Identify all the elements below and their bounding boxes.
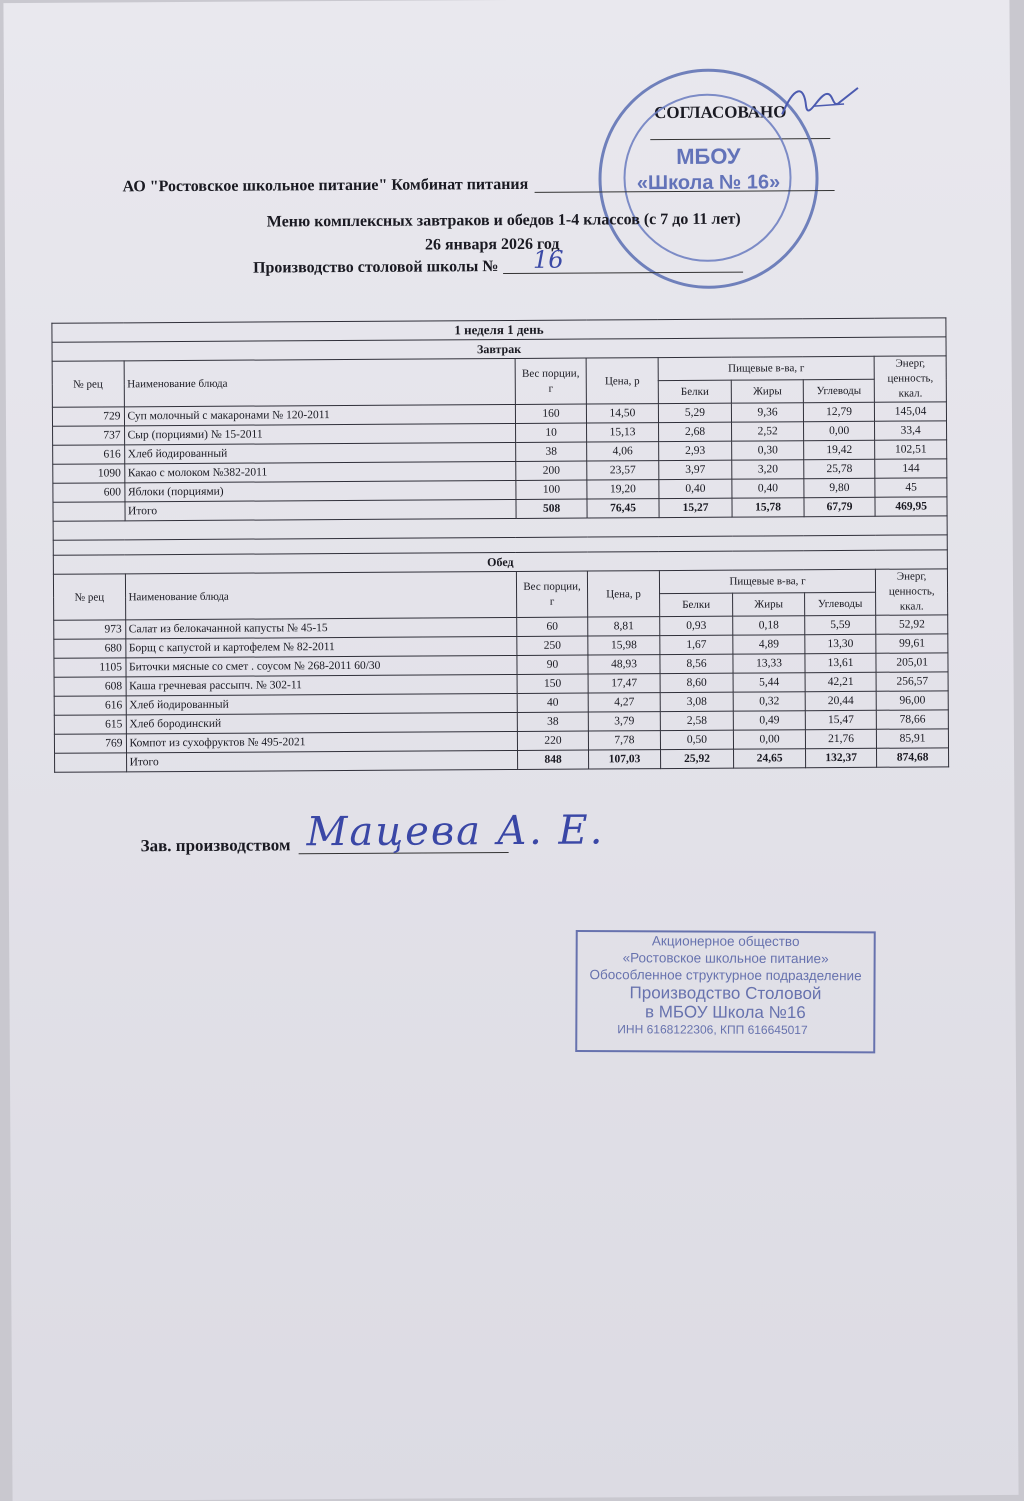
lunch-rows bbox=[54, 615, 949, 753]
breakfast-rec-cell: 729 bbox=[52, 407, 124, 426]
col-carbs: Углеводы bbox=[803, 379, 875, 402]
lunch-name-cell: Биточки мясные со смет . соусом № 268-2011 60/30 bbox=[125, 655, 516, 676]
col-weight: Вес порции, г bbox=[516, 571, 588, 617]
lunch-rec-cell: 973 bbox=[54, 620, 126, 639]
lunch-protein-cell: 2,58 bbox=[660, 711, 734, 730]
lunch-price-cell: 17,47 bbox=[588, 674, 660, 693]
col-fat: Жиры bbox=[733, 593, 805, 616]
lunch-fat-cell: 13,33 bbox=[733, 654, 805, 673]
manager-signature: Мацева А. Е. bbox=[306, 807, 605, 856]
lunch-name-cell: Хлеб йодированный bbox=[126, 693, 517, 714]
lunch-total-price: 107,03 bbox=[589, 750, 661, 769]
breakfast-energy-cell: 33,4 bbox=[875, 421, 947, 440]
col-energy: Энерг, ценность, ккал. bbox=[874, 356, 946, 402]
menu-table bbox=[51, 317, 949, 772]
lunch-carbs-cell: 13,61 bbox=[805, 653, 877, 672]
breakfast-weight-cell: 100 bbox=[516, 480, 588, 499]
breakfast-energy-cell: 144 bbox=[875, 459, 947, 478]
col-carbs: Углеводы bbox=[804, 592, 876, 615]
lunch-fat-cell: 0,00 bbox=[734, 730, 806, 749]
round-stamp-line2: «Школа № 16» bbox=[636, 171, 781, 195]
lunch-title: Обед bbox=[53, 550, 947, 574]
lunch-carbs-cell: 42,21 bbox=[805, 672, 877, 691]
lunch-rec-cell: 680 bbox=[54, 639, 126, 658]
lunch-fat-cell: 0,32 bbox=[733, 692, 805, 711]
breakfast-rec-cell: 1090 bbox=[53, 464, 125, 483]
lunch-fat-cell: 5,44 bbox=[733, 673, 805, 692]
lunch-total-row bbox=[55, 748, 949, 772]
lunch-protein-cell: 1,67 bbox=[660, 635, 734, 654]
production-label: Производство столовой школы № bbox=[253, 258, 499, 277]
breakfast-price-cell: 14,50 bbox=[587, 404, 659, 423]
stamp-line5: в МБОУ Школа №16 bbox=[644, 1002, 806, 1023]
lunch-rec-cell: 616 bbox=[54, 696, 126, 715]
stamp-line2: «Ростовское школьное питание» bbox=[622, 950, 829, 967]
lunch-fat-cell: 0,49 bbox=[734, 711, 806, 730]
lunch-total-protein: 25,92 bbox=[660, 749, 734, 768]
lunch-weight-cell: 220 bbox=[517, 731, 589, 750]
breakfast-carbs-cell: 9,80 bbox=[804, 478, 876, 497]
lunch-fat-cell: 0,18 bbox=[733, 616, 805, 635]
lunch-total-energy: 874,68 bbox=[877, 748, 949, 767]
lunch-weight-cell: 40 bbox=[517, 693, 589, 712]
lunch-rec-cell: 608 bbox=[54, 677, 126, 696]
breakfast-energy-cell: 45 bbox=[875, 478, 947, 497]
organization-stamp bbox=[575, 930, 876, 1053]
breakfast-protein-cell: 3,97 bbox=[659, 460, 733, 479]
lunch-rec-cell: 1105 bbox=[54, 658, 126, 677]
lunch-protein-cell: 3,08 bbox=[660, 692, 734, 711]
breakfast-weight-cell: 160 bbox=[515, 404, 587, 423]
lunch-weight-cell: 90 bbox=[517, 655, 589, 674]
manager-label: Зав. производством bbox=[140, 835, 291, 856]
lunch-total-fat: 24,65 bbox=[734, 749, 806, 768]
lunch-rec-cell: 615 bbox=[54, 715, 126, 734]
breakfast-total-fat: 15,78 bbox=[732, 498, 804, 517]
lunch-protein-cell: 8,60 bbox=[660, 673, 734, 692]
lunch-energy-cell: 99,61 bbox=[876, 634, 948, 653]
breakfast-name-cell: Суп молочный с макаронами № 120-2011 bbox=[124, 404, 515, 425]
lunch-name-cell: Салат из белокачанной капусты № 45-15 bbox=[125, 617, 516, 638]
breakfast-total-weight: 508 bbox=[516, 499, 588, 518]
col-rec-no: № рец bbox=[53, 574, 125, 620]
lunch-price-cell: 15,98 bbox=[588, 636, 660, 655]
lunch-price-cell: 8,81 bbox=[588, 617, 660, 636]
breakfast-price-cell: 23,57 bbox=[587, 461, 659, 480]
breakfast-total-carbs: 67,79 bbox=[804, 497, 876, 516]
col-price: Цена, р bbox=[588, 571, 660, 617]
stamp-line1: Акционерное общество bbox=[651, 933, 800, 950]
breakfast-carbs-cell: 19,42 bbox=[803, 440, 875, 459]
lunch-name-cell: Борщ с капустой и картофелем № 82-2011 bbox=[125, 636, 516, 657]
lunch-weight-cell: 250 bbox=[517, 636, 589, 655]
lunch-rec-cell: 769 bbox=[54, 734, 126, 753]
round-stamp-line1: МБОУ bbox=[676, 143, 741, 169]
lunch-weight-cell: 150 bbox=[517, 674, 589, 693]
breakfast-fat-cell: 9,36 bbox=[732, 403, 804, 422]
menu-title: Меню комплексных завтраков и обедов 1-4 классов (с 7 до 11 лет) bbox=[266, 210, 741, 231]
approval-signature bbox=[774, 76, 864, 127]
lunch-protein-cell: 8,56 bbox=[660, 654, 734, 673]
breakfast-weight-cell: 200 bbox=[516, 461, 588, 480]
lunch-total-carbs: 132,37 bbox=[805, 748, 877, 767]
breakfast-rec-cell: 616 bbox=[53, 445, 125, 464]
col-weight: Вес порции, г bbox=[515, 358, 587, 404]
col-nutrients: Пищевые в-ва, г bbox=[658, 356, 875, 380]
lunch-price-cell: 4,27 bbox=[588, 693, 660, 712]
col-protein: Белки bbox=[659, 593, 733, 616]
breakfast-fat-cell: 0,30 bbox=[732, 441, 804, 460]
breakfast-rows bbox=[52, 402, 947, 502]
breakfast-fat-cell: 3,20 bbox=[732, 460, 804, 479]
breakfast-rec-cell: 737 bbox=[53, 426, 125, 445]
breakfast-carbs-cell: 0,00 bbox=[803, 421, 875, 440]
lunch-energy-cell: 52,92 bbox=[876, 615, 948, 634]
breakfast-name-cell: Какао с молоком №382-2011 bbox=[124, 461, 515, 482]
stamp-line3: Обособленное структурное подразделение bbox=[589, 967, 862, 984]
breakfast-protein-cell: 2,93 bbox=[658, 441, 732, 460]
col-price: Цена, р bbox=[586, 358, 658, 404]
stamp-line4: Производство Столовой bbox=[629, 983, 822, 1004]
lunch-name-cell: Хлеб бородинский bbox=[126, 712, 517, 733]
breakfast-title: Завтрак bbox=[52, 337, 946, 361]
lunch-name-cell: Каша гречневая рассыпч. № 302-11 bbox=[126, 674, 517, 695]
breakfast-protein-cell: 5,29 bbox=[658, 403, 732, 422]
lunch-energy-cell: 96,00 bbox=[876, 691, 948, 710]
lunch-carbs-cell: 5,59 bbox=[805, 615, 877, 634]
lunch-price-cell: 48,93 bbox=[588, 655, 660, 674]
lunch-carbs-cell: 21,76 bbox=[805, 729, 877, 748]
lunch-energy-cell: 78,66 bbox=[877, 710, 949, 729]
lunch-total-weight: 848 bbox=[517, 750, 589, 769]
breakfast-weight-cell: 10 bbox=[515, 423, 587, 442]
breakfast-name-cell: Хлеб йодированный bbox=[124, 442, 515, 463]
lunch-carbs-cell: 20,44 bbox=[805, 691, 877, 710]
breakfast-protein-cell: 2,68 bbox=[658, 422, 732, 441]
lunch-price-cell: 3,79 bbox=[589, 712, 661, 731]
breakfast-total-protein: 15,27 bbox=[659, 498, 733, 517]
col-dish: Наименование блюда bbox=[124, 358, 516, 406]
breakfast-rec-cell: 600 bbox=[53, 483, 125, 502]
breakfast-total-price: 76,45 bbox=[587, 499, 659, 518]
col-fat: Жиры bbox=[732, 380, 804, 403]
breakfast-price-cell: 4,06 bbox=[587, 442, 659, 461]
breakfast-total-energy: 469,95 bbox=[875, 497, 947, 516]
col-dish: Наименование блюда bbox=[125, 571, 517, 619]
breakfast-total-label: Итого bbox=[124, 499, 515, 520]
breakfast-weight-cell: 38 bbox=[515, 442, 587, 461]
breakfast-price-cell: 19,20 bbox=[587, 480, 659, 499]
lunch-total-label: Итого bbox=[126, 750, 517, 771]
week-day-title: 1 неделя 1 день bbox=[52, 318, 946, 342]
lunch-protein-cell: 0,93 bbox=[659, 616, 733, 635]
lunch-carbs-cell: 15,47 bbox=[805, 710, 877, 729]
breakfast-name-cell: Сыр (порциями) № 15-2011 bbox=[124, 423, 515, 444]
stamp-line6: ИНН 6168122306, КПП 616645017 bbox=[617, 1022, 808, 1038]
breakfast-fat-cell: 2,52 bbox=[732, 422, 804, 441]
breakfast-carbs-cell: 25,78 bbox=[804, 459, 876, 478]
breakfast-carbs-cell: 12,79 bbox=[803, 402, 875, 421]
lunch-energy-cell: 205,01 bbox=[876, 653, 948, 672]
breakfast-fat-cell: 0,40 bbox=[732, 479, 804, 498]
lunch-carbs-cell: 13,30 bbox=[805, 634, 877, 653]
menu-date: 26 января 2026 год bbox=[424, 235, 560, 254]
lunch-name-cell: Компот из сухофруктов № 495-2021 bbox=[126, 731, 517, 752]
col-rec-no: № рец bbox=[52, 361, 124, 407]
col-protein: Белки bbox=[658, 380, 732, 403]
breakfast-energy-cell: 102,51 bbox=[875, 440, 947, 459]
breakfast-price-cell: 15,13 bbox=[587, 423, 659, 442]
lunch-protein-cell: 0,50 bbox=[660, 730, 734, 749]
lunch-energy-cell: 85,91 bbox=[877, 729, 949, 748]
lunch-price-cell: 7,78 bbox=[589, 731, 661, 750]
lunch-weight-cell: 60 bbox=[516, 617, 588, 636]
breakfast-protein-cell: 0,40 bbox=[659, 479, 733, 498]
breakfast-energy-cell: 145,04 bbox=[875, 402, 947, 421]
col-energy: Энерг, ценность, ккал. bbox=[876, 569, 948, 615]
col-nutrients: Пищевые в-ва, г bbox=[659, 569, 876, 593]
breakfast-name-cell: Яблоки (порциями) bbox=[124, 480, 515, 501]
lunch-fat-cell: 4,89 bbox=[733, 635, 805, 654]
approval-label: СОГЛАСОВАНО bbox=[654, 102, 787, 123]
document-page bbox=[3, 0, 1018, 1501]
school-number-handwritten: 16 bbox=[532, 245, 564, 274]
lunch-energy-cell: 256,57 bbox=[876, 672, 948, 691]
company-name: АО "Ростовское школьное питание" Комбинат питания bbox=[122, 175, 529, 196]
lunch-weight-cell: 38 bbox=[517, 712, 589, 731]
